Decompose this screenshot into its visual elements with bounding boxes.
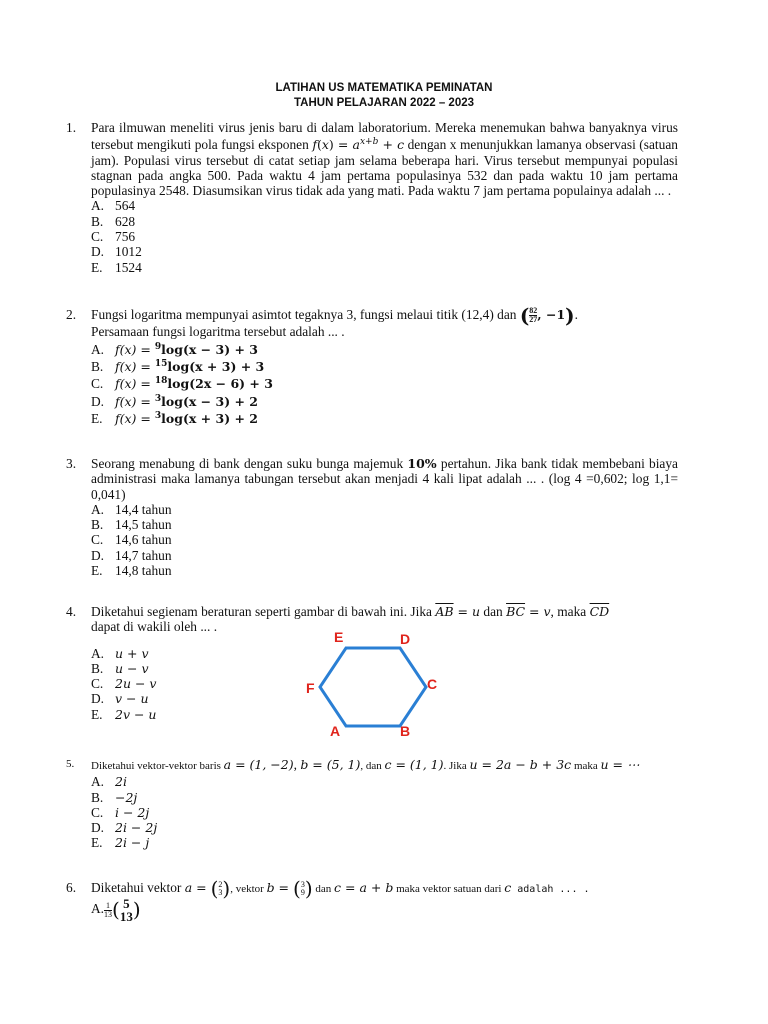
formula: f: [312, 137, 317, 153]
question-stem: Para ilmuwan meneliti virus jenis baru di dalam laboratorium. Mereka menemukan bahwa banyaknya virus tersebut mengikuti pola fungsi eksponen $f(x) = a^{x+b} + c$ dengan x menunjukkan lamanya observasi (satuan jam). Populasi virus tersebut di catat setiap jam selama beberapa hari. Virus tersebut mempunyai populasi stagnan pada angka 500. Pada waktu 4 jam pertama populasinya 532 dan pada waktu 10 jam pertama populasinya 2548. Diasumsikan virus tidak ada yang mati. Pada waktu 7 jam pertama populainya adalah ... .: [91, 120, 678, 199]
question-stem: Seorang menabung di bank dengan suku bunga majemuk 10% pertahun. Jika bank tidak membebani biaya administrasi maka lamanya tabungan tersebut akan menjadi 4 kali lipat adalah ... . (log 4 =0,602; log 1,1= 0,041): [91, 456, 679, 502]
question-5: [66, 757, 678, 851]
option-d[interactable]: D. 1012: [91, 244, 142, 260]
question-stem: Diketahui vektor-vektor baris a = (1, −2), b = (5, 1), dan c = (1, 1). Jika u = 2a − b + 3c maka u = ⋯: [91, 757, 640, 772]
vertex-label-b: B: [400, 723, 411, 739]
vertex-label-a: A: [330, 723, 341, 739]
option-e[interactable]: E. 14,8 tahun: [91, 563, 172, 579]
question-number: 6.: [66, 880, 77, 895]
hexagon-diagram: [296, 624, 456, 744]
option-c[interactable]: C. 2u − v: [91, 676, 157, 692]
question-6: [66, 876, 678, 925]
option-e[interactable]: E. 1524: [91, 259, 142, 275]
vertex-label-d: D: [400, 631, 411, 647]
option-e[interactable]: E. f(x) = $^3$log(x + 3) + 2: [91, 410, 258, 426]
option-a[interactable]: A. 2i: [91, 774, 127, 790]
question-number: 1.: [66, 120, 77, 135]
option-c[interactable]: C. i − 2j: [91, 804, 150, 820]
option-e[interactable]: E. 2i − j: [91, 835, 150, 851]
question-number: 3.: [66, 456, 77, 471]
option-b[interactable]: B. −2j: [91, 789, 138, 805]
option-a[interactable]: A. u + v: [91, 645, 149, 661]
options-list: [91, 340, 678, 426]
vertex-label-c: C: [427, 676, 438, 692]
question-2: [66, 303, 678, 426]
question-number: 5.: [66, 758, 75, 770]
question-stem: Diketahui vektor a = ( 2 3 ), vektor b = ( 3 9 ) dan c = a + b maka vektor satuan dari c adalah ... .: [91, 876, 590, 901]
question-1: [66, 120, 678, 275]
option-c[interactable]: C. f(x) = $^{18}$log(2x − 6) + 3: [91, 376, 273, 392]
vertex-label-f: F: [306, 680, 315, 696]
option-a[interactable]: A. 564: [91, 198, 136, 214]
question-stem: Fungsi logaritma mempunyai asimtot tegaknya 3, fungsi melaui titik (12,4) dan ( $\frac{82}{27}$ , −1). Persamaan fungsi logaritma tersebut adalah ... .: [91, 303, 578, 340]
option-d[interactable]: D. v − u: [91, 691, 149, 707]
option-b[interactable]: B. u − v: [91, 660, 149, 676]
option-c[interactable]: C. 14,6 tahun: [91, 532, 172, 548]
vertex-label-e: E: [334, 629, 344, 645]
options-list: [91, 774, 678, 850]
option-c[interactable]: C. 756: [91, 229, 136, 245]
option-a[interactable]: A. $\frac{1}{13}$ ( 5 13 ): [91, 896, 141, 925]
options-list: [91, 198, 678, 274]
option-a[interactable]: A. f(x) = $^9$log(x − 3) + 3: [91, 341, 258, 357]
question-stem: Diketahui segienam beraturan seperti gambar di bawah ini. Jika $\overline{AB} = u$ dan $\overline{BC} = v$, maka $\overline{CD}$ dapat di wakili oleh ... .: [91, 604, 610, 635]
option-d[interactable]: D. 14,7 tahun: [91, 547, 172, 563]
option-b[interactable]: B. 14,5 tahun: [91, 517, 172, 533]
option-b[interactable]: B. 628: [91, 213, 136, 229]
option-e[interactable]: E. 2v − u: [91, 706, 157, 722]
option-d[interactable]: D. 2i − 2j: [91, 820, 158, 836]
question-number: 2.: [66, 307, 77, 322]
page-subtitle: TAHUN PELAJARAN 2022 – 2023: [293, 97, 475, 109]
question-3: [66, 456, 678, 578]
options-list: [91, 897, 678, 923]
question-number: 4.: [66, 604, 77, 619]
options-list: [91, 502, 678, 578]
option-a[interactable]: A. 14,4 tahun: [91, 501, 172, 517]
option-d[interactable]: D. f(x) = $^3$log(x − 3) + 2: [91, 393, 258, 409]
option-b[interactable]: B. f(x) = $^{15}$log(x + 3) + 3: [91, 359, 265, 375]
page-title: LATIHAN US MATEMATIKA PEMINATAN: [275, 82, 493, 94]
